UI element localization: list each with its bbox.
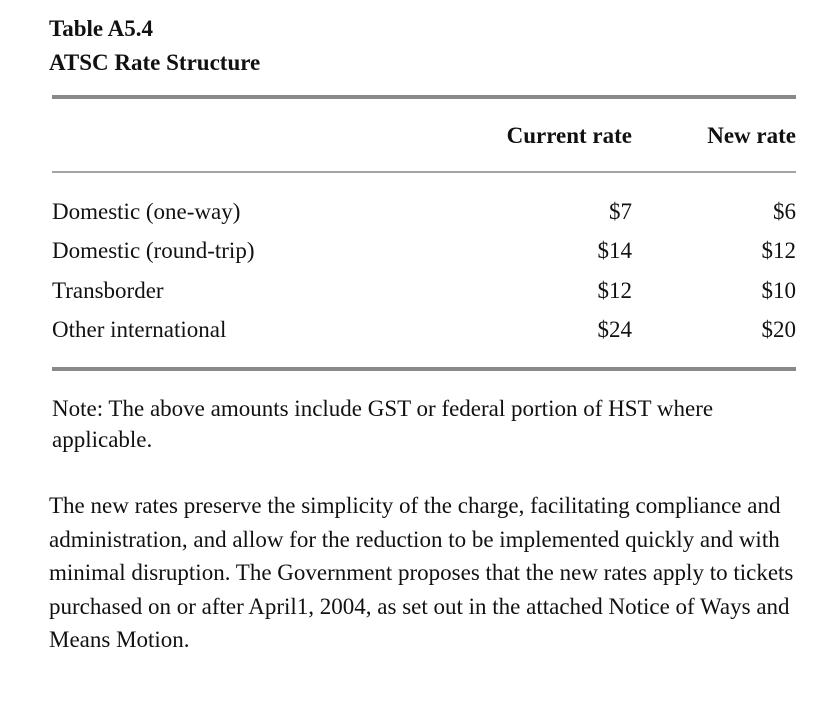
- row-label: Domestic (round-trip): [52, 238, 255, 263]
- row-current-rate: $14: [597, 238, 632, 263]
- row-label: Domestic (one-way): [52, 199, 241, 224]
- row-new-rate: $12: [761, 238, 796, 263]
- table-row: [52, 236, 796, 266]
- row-label: Other international: [52, 317, 227, 342]
- body-paragraph: The new rates preserve the simplicity of the charge, facilitating compliance and administration, and allow for the reduction to be implemented quickly and with minimal disruption. The Government proposes that the new rates apply to tickets purchased on or after April1, 2004, as set out in the attached Notice of Ways and Means Motion.: [49, 493, 794, 652]
- table-bottom-rule: [52, 367, 796, 371]
- table-top-rule: [52, 95, 796, 99]
- row-current-rate: $12: [597, 278, 632, 303]
- table-header-rule: [52, 171, 796, 173]
- row-current-rate: $7: [609, 199, 632, 224]
- row-new-rate: $6: [773, 199, 796, 224]
- table-row: [52, 315, 796, 345]
- table-row: [52, 197, 796, 227]
- table-note: Note: The above amounts include GST or federal portion of HST where applicable.: [52, 396, 714, 452]
- table-row: [52, 276, 796, 306]
- table-title: ATSC Rate Structure: [49, 50, 261, 75]
- row-current-rate: $24: [597, 317, 632, 342]
- row-new-rate: $20: [761, 317, 796, 342]
- column-header-new-rate: New rate: [707, 123, 796, 148]
- row-new-rate: $10: [761, 278, 796, 303]
- table-number: Table A5.4: [49, 16, 153, 41]
- column-header-current-rate: Current rate: [506, 123, 632, 148]
- row-label: Transborder: [52, 278, 164, 303]
